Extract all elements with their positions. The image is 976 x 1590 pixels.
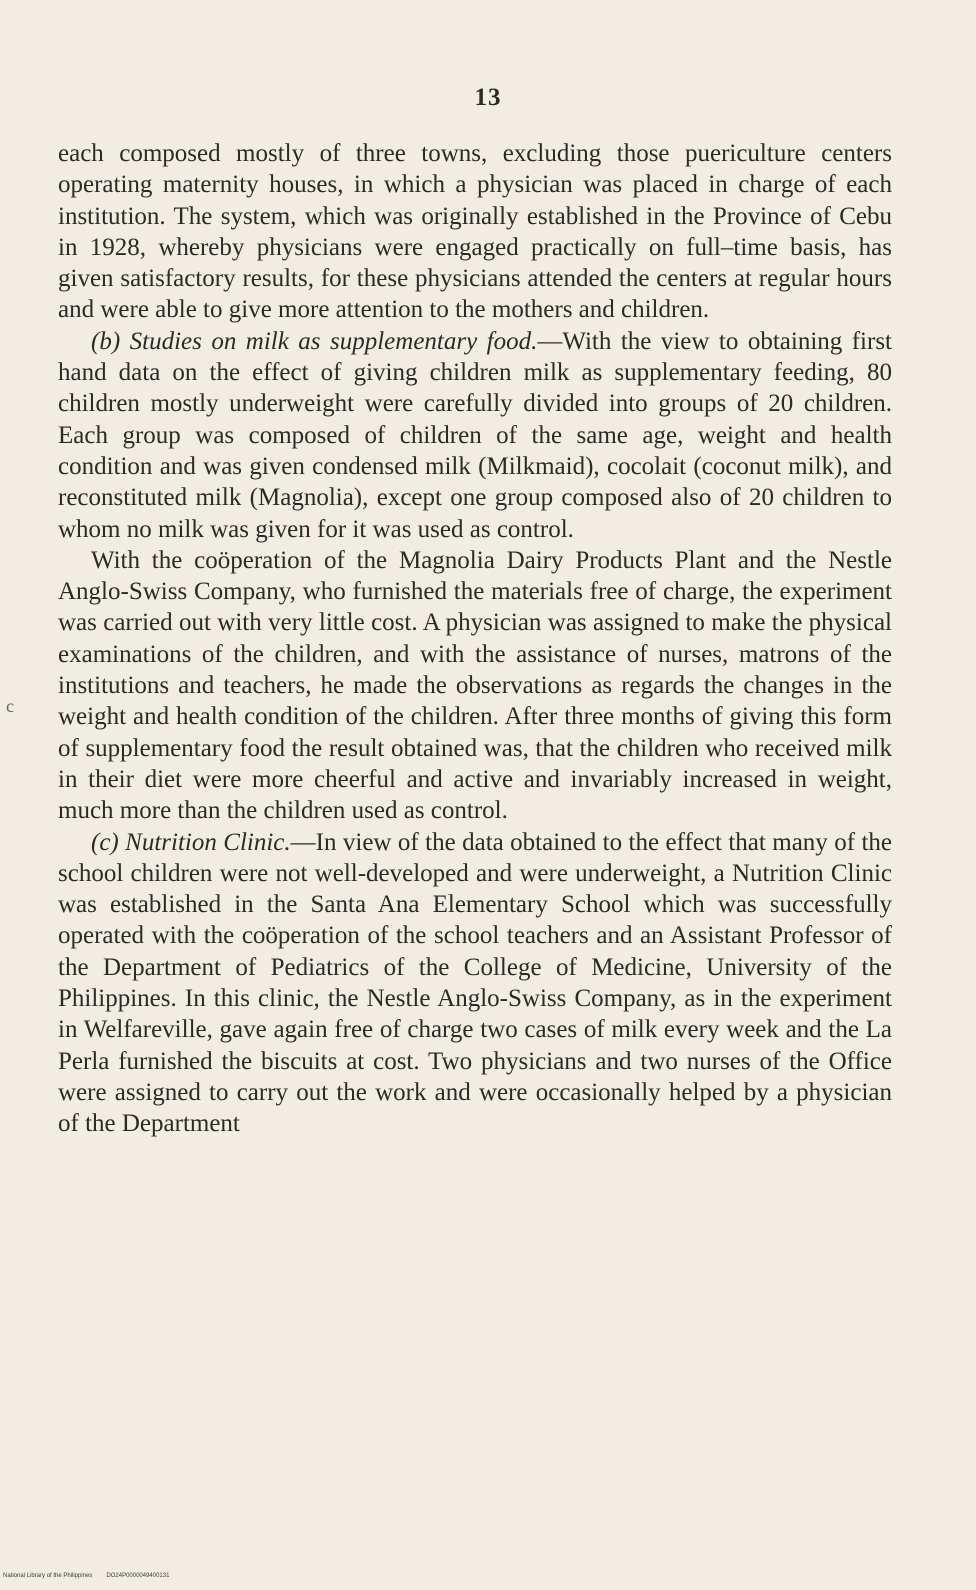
paragraph-4-text: —In view of the data obtained to the effect that many of the school children were not well-developed and were underweight, a Nutrition Clinic was established in the Santa Ana Elementary School which was successfully operated with the coöperation of the school teachers and an Assistant Professor of the Department of Pediatrics of the College of Medicine, University of the Philippines. In this clinic, the Nestle Anglo-Swiss Company, as in the experiment in Welfareville, gave again free of charge two cases of milk every week and the La Perla furnished the biscuits at cost. Two physicians and two nurses of the Office were assigned to carry out the work and were occasionally helped by a physician of the Department (58, 828, 892, 1138)
paragraph-4-heading: Nutrition Clinic. (125, 828, 291, 856)
paragraph-2-label: (b) (91, 327, 121, 355)
paragraph-2-text: —With the view to obtaining first hand data on the effect of giving children milk as supplementary feeding, 80 children mostly underweight were carefully divided into groups of 20 children. Each group was composed of children of the same age, weight and health condition and was given condensed milk (Milkmaid), cocolait (coconut milk), and reconstituted milk (Magnolia), except one group composed also of 20 children to whom no milk was given for it was used as control. (58, 327, 893, 543)
footer-code: DO24P0000049400131 (106, 1573, 170, 1579)
paragraph-3: With the coöperation of the Magnolia Dairy Products Plant and the Nestle Anglo-Swiss Company, who furnished the materials free of charge, the experiment was carried out with very little cost. A physician was assigned to make the physical examinations of the children, and with the assistance of nurses, matrons of the institutions and teachers, he made the observations as regards the changes in the weight and health condition of the children. After three months of giving this form of supplementary food the result obtained was, that the children who received milk in their diet were more cheerful and active and invariably increased in weight, much more than the children used as control. (58, 546, 892, 825)
paragraph-4-label: (c) (91, 828, 119, 856)
paragraph-2 (58, 326, 892, 545)
page-number: 13 (474, 84, 502, 111)
footer (3, 1573, 169, 1579)
paragraph-4 (58, 827, 892, 1140)
footer-library: National Library of the Philippines (3, 1573, 93, 1579)
body-text (58, 138, 892, 1140)
paragraph-2-heading: Studies on milk as supplementary food. (129, 327, 538, 355)
paragraph-1: each composed mostly of three towns, excluding those puericulture centers operating maternity houses, in which a physician was placed in charge of each institution. The system, which was originally established in the Province of Cebu in 1928, whereby physicians were engaged practically on full–time basis, has given satisfactory results, for these physicians attended the centers at regular hours and were able to give more attention to the mothers and children. (58, 140, 892, 324)
margin-mark: c (6, 696, 14, 716)
